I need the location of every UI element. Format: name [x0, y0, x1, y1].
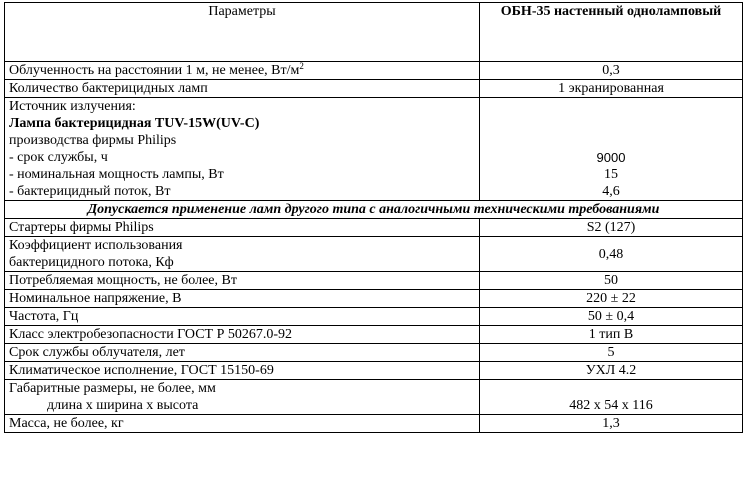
param-cell: Стартеры фирмы Philips: [5, 219, 480, 237]
value-cell: 50 ± 0,4: [480, 308, 743, 326]
table-row: [5, 362, 743, 380]
note-text: Допускается применение ламп другого типа с аналогичными техническими требованиями: [5, 201, 743, 219]
header-value: ОБН-35 настенный одноламповый: [480, 3, 743, 62]
value-cell: S2 (127): [480, 219, 743, 237]
table-row: [5, 80, 743, 98]
source-param-cell: [5, 98, 480, 201]
param-cell: Количество бактерицидных ламп: [5, 80, 480, 98]
table-row: [5, 308, 743, 326]
value-cell: 0,3: [480, 62, 743, 80]
value-cell: 482 х 54 х 116: [480, 380, 743, 415]
param-cell: Потребляемая мощность, не более, Вт: [5, 272, 480, 290]
table-header: [5, 3, 743, 62]
value-cell: 1 экранированная: [480, 80, 743, 98]
param-cell: [5, 62, 480, 80]
value-cell: 50: [480, 272, 743, 290]
dims-row: [5, 380, 743, 415]
coef-line1: Коэффициент использования: [9, 238, 183, 253]
superscript: 2: [299, 61, 304, 71]
param-text: Облученность на расстоянии 1 м, не менее, Вт/м: [9, 63, 300, 78]
dims-line1: Габаритные размеры, не более, мм: [9, 381, 216, 396]
source-value-cell: [480, 98, 743, 201]
lamp-life-label: - срок службы, ч: [9, 150, 108, 165]
lamp-life-value: 9000: [596, 150, 626, 165]
table-row: [5, 272, 743, 290]
param-cell: Номинальное напряжение, В: [5, 290, 480, 308]
value-cell: 1,3: [480, 415, 743, 433]
lamp-flux-value: 4,6: [602, 184, 620, 199]
value-cell: 1 тип В: [480, 326, 743, 344]
table-row: [5, 326, 743, 344]
lamp-name: Лампа бактерицидная TUV-15W(UV-C): [9, 116, 260, 131]
table-row: [5, 62, 743, 80]
lamp-flux-label: - бактерицидный поток, Вт: [9, 184, 171, 199]
table-row: [5, 290, 743, 308]
note-row: [5, 201, 743, 219]
table-row: [5, 415, 743, 433]
param-cell: Климатическое исполнение, ГОСТ 15150-69: [5, 362, 480, 380]
param-cell: Срок службы облучателя, лет: [5, 344, 480, 362]
dims-line2: длина х ширина х высота: [47, 398, 199, 413]
param-cell: [5, 237, 480, 272]
coef-row: [5, 237, 743, 272]
lamp-power-value: 15: [604, 167, 618, 182]
value-cell: 220 ± 22: [480, 290, 743, 308]
value-cell: УХЛ 4.2: [480, 362, 743, 380]
coef-line2: бактерицидного потока, Кф: [9, 255, 174, 270]
param-cell: Масса, не более, кг: [5, 415, 480, 433]
spec-table: [4, 2, 743, 433]
param-cell: Класс электробезопасности ГОСТ Р 50267.0-92: [5, 326, 480, 344]
value-cell: 5: [480, 344, 743, 362]
header-param: Параметры: [5, 3, 480, 62]
table-row: [5, 219, 743, 237]
param-cell: Частота, Гц: [5, 308, 480, 326]
table-row: [5, 344, 743, 362]
value-cell: 0,48: [480, 237, 743, 272]
param-cell: [5, 380, 480, 415]
source-title: Источник излучения:: [9, 99, 136, 114]
lamp-power-label: - номинальная мощность лампы, Вт: [9, 167, 224, 182]
source-row: [5, 98, 743, 201]
lamp-maker: производства фирмы Philips: [9, 133, 177, 148]
